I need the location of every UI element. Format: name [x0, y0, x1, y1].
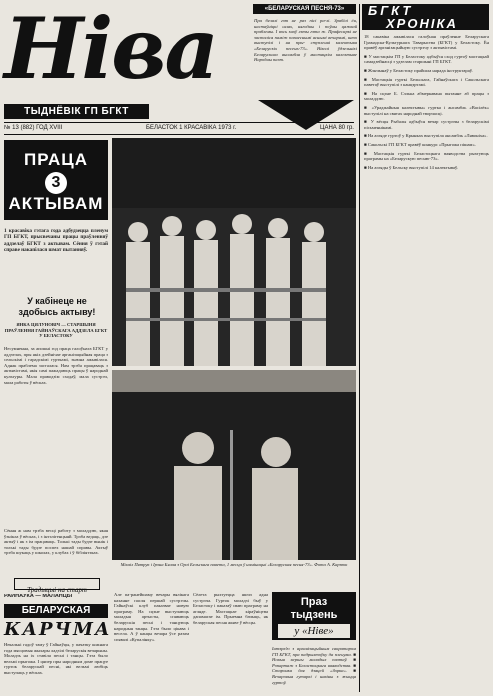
intro-text: Пра белалі гэт не раз пісі ра-лі. Зрабілі ён, настаўніцкі шлях, нягодны і поўны цяжкай праблемы. І вось зноў гэты гэта ж. Прафесаркі не засталіся паміж пазнеснымі яснымі вечарамі, што выступілі і на пры- ступленні калектыва «Беларускіх песень-73». Ніколі ўдзельнікі Беларускага ансамбля ў мастацкім калектыве Народны паэт.	[254, 18, 357, 63]
bottom-kicker: РАЙНАЎКА — МАЛАНЦЫ	[4, 594, 73, 599]
top-ribbon	[253, 4, 356, 14]
chronicle-header	[362, 4, 489, 30]
traditions-label: Традыцыі на старт	[27, 586, 87, 594]
masthead-subtitle-band	[4, 104, 149, 119]
chronicle-column-divider	[359, 4, 360, 692]
chronicle-para: ■ Мастацкія гурткі Беластоцкага ваяводства рыхтуюць праграмы на «Беларускую песню-73».	[364, 150, 489, 162]
article-column-2: Сёння ж нам трэба весці работу з моладдзю, якая ўзнікла ў вёсках, і з інтэлігенцыяй. Трэба ведаць, дзе актыў і як з ім працаваць. Толькі тады будзе вынік і толькі тады будзе поспех нашай справы. Актыў трэба шукаць у школах, у клубах і ў бібліятэках.	[4, 528, 108, 556]
chronicle-para: ■ Жэнчынаў у Беластоку прайшла нарада інструктараў.	[364, 67, 473, 73]
chronicle-para: ■ На сцэне Б. Сэлька абмеркавана пытанне аб працы з моладдзю.	[364, 90, 489, 102]
photo-credit: Фота А. Карпюк	[314, 562, 348, 567]
arrow-down-icon	[258, 100, 354, 130]
chronicle-body	[364, 34, 489, 694]
bottom-left-text: Некалькі гадоў таму ў Гайнаўцы, у пачатку кожнага года мясцовыя жыхары ладзілі беларускія вечарыны. Моладзь на іх ставіла песні і танцы. Гэта было вельмі прыгожа. І цяпер пры народным доме працуе гурток беларускай песні, які вельмі любіць выступаць у вёсках.	[4, 642, 108, 675]
traditions-label-box	[14, 578, 100, 594]
bottom-head-2: КАРЧМА	[4, 619, 112, 640]
byline: ЯНКА ЦЯЛУНОВІЧ — СТАРШЫНЯ ПРАЎЛЕННЯ ГАЙНАЎСКАГА АДДЗЕЛА БГКТ У БЕЛАСТОКУ	[4, 322, 108, 339]
chronicle-para: ■ На агляды ў Бельску выступілі 14 калектываў.	[364, 164, 458, 170]
headline-box	[4, 140, 108, 220]
masthead-title: Ніва	[4, 0, 217, 98]
article-column-1: Несумненна, за апошні год праца галоўнага БГКТ у аддзелах, пры якіх дзейнічае арганізацыйная праца з сельскімі і гарадскімі гурткамі, значна ажывілася. Аднак праблема засталася. Нам трэба працаваць з актывістамі, якія самі пажадаюць працы ў народнай культуры. Мала праводзім сходаў, мала сустрэч, мала работы ў вёсках.	[4, 346, 108, 385]
headline-number: 3	[51, 174, 61, 191]
headline-title-2: АКТЫВАМ	[8, 194, 104, 213]
headline-number-badge	[45, 172, 67, 194]
issue-line-divider	[4, 134, 354, 135]
next-issue-line-3: у «Ніве»	[278, 624, 350, 638]
next-issue-text: Інтэрв'ю з арганізацыйным сакратаром ГП БГКТ, пра падрыхтоўку да пленума. ■ Новыя вершы маладых паэтаў. ■ Рэпартаж з Беластоцкага ваяводства. ■ Старонка для дзяцей «Зорка». ■ Вечаровыя гутаркі і навіны з жыцця гуртоў.	[272, 646, 356, 685]
choir-singers-image	[112, 138, 356, 366]
duet-singers-image	[112, 370, 356, 560]
lead-text: 1 красавіка гэтага года адбудзецца пленум ГП БГКТ, прысвечаны працы праўленняў аддзелаў БГКТ з актывам. Сёння ў гэтай справе накапілася шмат пытанняў.	[4, 228, 108, 254]
subheadline: У кабінеце не здобысь актыву!	[18, 296, 96, 317]
photo-choir	[112, 138, 356, 366]
chronicle-title-2: ХРОНІКА	[386, 16, 458, 31]
photo-caption-text: Міхаіл Пятрук і Ірэна Бялая з Орлі Бельскага павета, 1 месца ў намінацыі «Беларуская песня-73».	[120, 562, 314, 567]
photo-caption	[112, 562, 356, 576]
issue-place-date: БЕЛАСТОК 1 КРАСАВІКА 1973 г.	[146, 125, 237, 131]
chronicle-para: ■ У мастацкім ГП у Беластоку адбыўся сход гуртоў мастацкай самадзейнасці з удзелам старшыні ГП БГКТ.	[364, 53, 489, 65]
chronicle-para: ■ На агляде гуртоў у Крынках выступіла ансамбль «Лявоніха».	[364, 133, 488, 139]
chronicle-para: ■ Сакольскі ГП БГКТ правёў конкурс «Прыгожа пішам».	[364, 141, 476, 147]
bottom-mid-text-1: Але па-ранейшаму вечары вялікага каханне пасля першай сустрэчы. Гайнаўскі клуб паказвае новую праграму. На сцэне выступаюць маладыя артысты, спяваюць беларускія песні і танцуюць народныя танцы. Гэта было цікава і весела. А ў канцы вечара ўсе разам спявалі «Купалінку».	[114, 592, 189, 642]
chronicle-title-1: БГКТ	[368, 3, 414, 18]
chronicle-para: ■ «Ураджайныя калектывы» гуртка і ансамбль «Васілёк» выступілі на святах народнай творчасці.	[364, 104, 489, 116]
bottom-head-2-box	[4, 619, 112, 640]
bottom-mid-text-2: Сёлета рыхтуецца яшчэ адна сустрэча. Гурток моладзі быў у Беластоку і паказаў сваю праграму на агляде. Мастацкае кіраўніцтва дапамагае ім. Прыемна бачыць, як беларуская песня жыве ў вёсцы.	[193, 592, 268, 625]
next-issue-box	[272, 592, 356, 640]
masthead-subtitle: ТЫДНЁВІК ГП БГКТ	[24, 106, 129, 117]
masthead	[4, 0, 217, 104]
top-ribbon-label: «БЕЛАРУСКАЯ ПЕСНЯ-73»	[264, 6, 345, 12]
chronicle-para: ■ У вёсцы Рыбалы адбыўся вечар сустрэчы з беларускімі пісьменнікамі.	[364, 119, 489, 130]
issue-price: ЦАНА 80 гр.	[320, 125, 354, 131]
bottom-head-1-band	[4, 604, 108, 618]
headline-title-1: ПРАЦА	[23, 150, 89, 169]
next-issue-line-1: Праз	[300, 596, 328, 608]
issue-number: № 13 (882) ГОД XVIII	[4, 125, 63, 131]
next-issue-line-2: тыдзень	[290, 609, 338, 621]
chronicle-para: ■ Мастацкія гурткі Бельскага, Гайнаўскага і Сакольскага паветаў выступілі з канцэртамі.	[364, 76, 489, 88]
bottom-head-1: БЕЛАРУСКАЯ	[21, 605, 91, 616]
chronicle-para: 18 сакавіка ажывілася галоўная праўленне Беларускага Грамадска-Культурнага Таварыства (БГКТ) у Беластоку. Ён правёў арганізацыйную сустрэчу з актывістамі.	[364, 34, 489, 51]
photo-duet	[112, 370, 356, 560]
